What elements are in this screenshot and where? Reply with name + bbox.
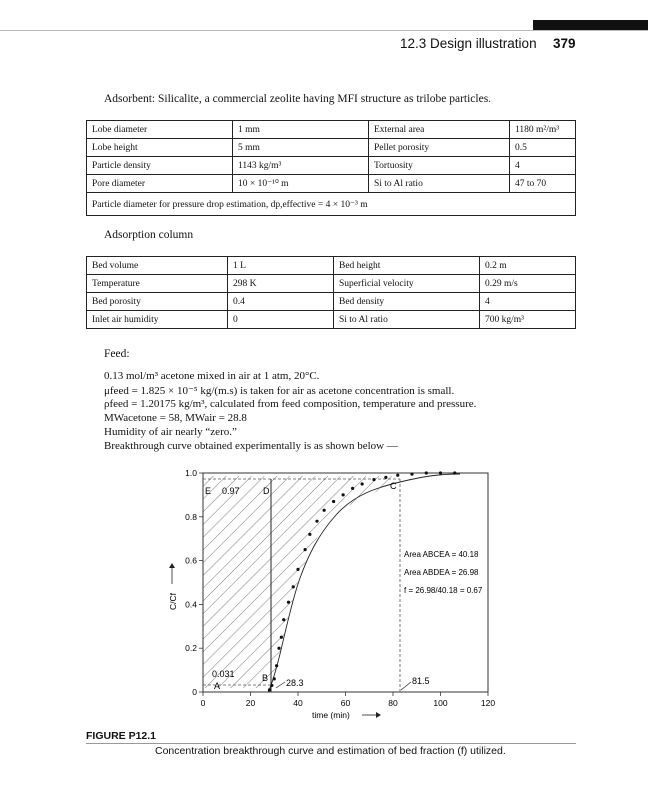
table-row <box>87 157 576 175</box>
data-point <box>308 533 311 536</box>
y-tick-label: 0.4 <box>185 599 197 610</box>
data-point <box>296 568 299 571</box>
table-cell: 0.4 <box>228 293 334 311</box>
data-point <box>439 471 442 474</box>
table-cell: Bed volume <box>87 257 228 275</box>
data-point <box>332 500 335 503</box>
table-cell: Si to Al ratio <box>334 311 480 329</box>
y-tick-label: 0 <box>192 687 197 697</box>
table-cell: 4 <box>510 157 576 175</box>
x-tick-label: 20 <box>245 698 256 708</box>
x-axis-arrowhead <box>376 712 381 718</box>
adsorbent-table <box>86 120 576 216</box>
y-tick-label: 0.2 <box>185 643 197 654</box>
label-C: C <box>390 481 397 491</box>
table-cell: 10 × 10⁻¹⁰ m <box>233 175 369 193</box>
feed-line: Breakthrough curve obtained experimentally is as shown below — <box>104 440 398 452</box>
table-cell: 1 mm <box>233 121 369 139</box>
table-cell: Particle density <box>87 157 233 175</box>
table-cell: Pellet porosity <box>369 139 510 157</box>
x-tick-label: 120 <box>480 698 496 708</box>
table-row <box>87 121 576 139</box>
header-bar <box>533 20 648 30</box>
table-row <box>87 275 576 293</box>
y-tick-label: 0.8 <box>185 511 197 522</box>
data-point <box>304 548 307 551</box>
header-rule <box>0 30 648 31</box>
table-row <box>87 193 576 216</box>
breakthrough-chart <box>0 460 648 730</box>
y-axis-arrowhead <box>169 563 175 568</box>
x-axis-label: time (min) <box>312 710 350 720</box>
table-cell: Bed porosity <box>87 293 228 311</box>
label-D: D <box>263 486 270 496</box>
annotation-f: f = 26.98/40.18 = 0.67 <box>404 586 483 595</box>
table-cell: Tortuosity <box>369 157 510 175</box>
data-point <box>323 509 326 512</box>
figure-label: FIGURE P12.1 <box>86 730 157 742</box>
table-cell: External area <box>369 121 510 139</box>
data-point <box>275 664 278 667</box>
x-tick-label: 60 <box>340 698 351 708</box>
data-point <box>292 585 295 588</box>
x-tick-label: 100 <box>433 698 448 708</box>
leader-815 <box>401 682 411 690</box>
table-cell: 1180 m²/m³ <box>510 121 576 139</box>
data-point <box>273 677 276 680</box>
data-point <box>351 487 354 490</box>
data-point <box>361 482 364 485</box>
feed-line: MWacetone = 58, MWair = 28.8 <box>104 412 247 424</box>
data-point <box>282 618 285 621</box>
table-cell: Bed height <box>334 257 480 275</box>
table-cell: 298 K <box>228 275 334 293</box>
table-cell: 47 to 70 <box>510 175 576 193</box>
table-cell: Lobe diameter <box>87 121 233 139</box>
column-title: Adsorption column <box>104 229 194 241</box>
data-point <box>425 471 428 474</box>
feed-line: 0.13 mol/m³ acetone mixed in air at 1 atm, 20°C. <box>104 370 320 382</box>
hatched-area <box>203 476 392 688</box>
table-row <box>87 257 576 275</box>
table-row <box>87 139 576 157</box>
data-point <box>268 688 271 691</box>
data-point <box>280 636 283 639</box>
table-row <box>87 311 576 329</box>
label-B: B <box>262 673 269 683</box>
adsorbent-title: Adsorbent: Silicalite, a commercial zeolite having MFI structure as trilobe particles. <box>104 93 492 105</box>
data-point <box>396 474 399 477</box>
table-cell: 4 <box>480 293 576 311</box>
label-815: 81.5 <box>412 676 430 686</box>
data-point <box>270 684 273 687</box>
page-number: 379 <box>553 36 576 51</box>
table-cell: Superficial velocity <box>334 275 480 293</box>
leader-283 <box>276 682 285 688</box>
column-table <box>86 256 576 329</box>
annotation-abdea: Area ABDEA = 26.98 <box>404 568 479 577</box>
annotation-abcea: Area ABCEA = 40.18 <box>404 550 479 559</box>
data-point <box>315 520 318 523</box>
table-cell: Temperature <box>87 275 228 293</box>
table-cell: Pore diameter <box>87 175 233 193</box>
table-cell: 0.29 m/s <box>480 275 576 293</box>
table-cell: Lobe height <box>87 139 233 157</box>
table-footer: Particle diameter for pressure drop estimation, dp,effective = 4 × 10⁻³ m <box>87 193 576 216</box>
data-point <box>372 478 375 481</box>
x-tick-label: 80 <box>388 698 398 708</box>
feed-line: Humidity of air nearly “zero.” <box>104 426 237 438</box>
data-point <box>277 647 280 650</box>
label-097: 0.97 <box>222 486 240 496</box>
data-point <box>342 493 345 496</box>
x-tick-label: 40 <box>293 698 303 708</box>
y-tick-label: 1.0 <box>185 468 197 478</box>
figure-rule <box>86 743 576 744</box>
table-cell: 1143 kg/m³ <box>233 157 369 175</box>
table-cell: Inlet air humidity <box>87 311 228 329</box>
table-cell: 0.2 m <box>480 257 576 275</box>
label-E: E <box>205 486 212 496</box>
table-cell: 700 kg/m³ <box>480 311 576 329</box>
table-cell: Si to Al ratio <box>369 175 510 193</box>
section-title: 12.3 Design illustration <box>400 36 537 51</box>
y-tick-label: 0.6 <box>185 555 197 566</box>
table-cell: 5 mm <box>233 139 369 157</box>
label-A: A <box>214 681 221 691</box>
feed-line: ρfeed = 1.20175 kg/m³, calculated from feed composition, temperature and pressure. <box>104 398 477 410</box>
table-cell: 1 L <box>228 257 334 275</box>
y-axis-label: C/Cf <box>168 593 178 610</box>
x-tick-label: 0 <box>200 698 206 708</box>
feed-title: Feed: <box>104 348 130 360</box>
table-row <box>87 293 576 311</box>
table-cell: 0.5 <box>510 139 576 157</box>
table-row <box>87 175 576 193</box>
feed-line: μfeed = 1.825 × 10⁻⁵ kg/(m.s) is taken for air as acetone concentration is small. <box>104 385 455 397</box>
label-283: 28.3 <box>286 678 304 688</box>
data-point <box>410 472 413 475</box>
figure-caption: Concentration breakthrough curve and estimation of bed fraction (f) utilized. <box>155 745 506 757</box>
table-cell: 0 <box>228 311 334 329</box>
data-point <box>287 601 290 604</box>
data-point <box>453 471 456 474</box>
label-0031: 0.031 <box>212 669 235 679</box>
data-point <box>384 476 387 479</box>
table-cell: Bed density <box>334 293 480 311</box>
